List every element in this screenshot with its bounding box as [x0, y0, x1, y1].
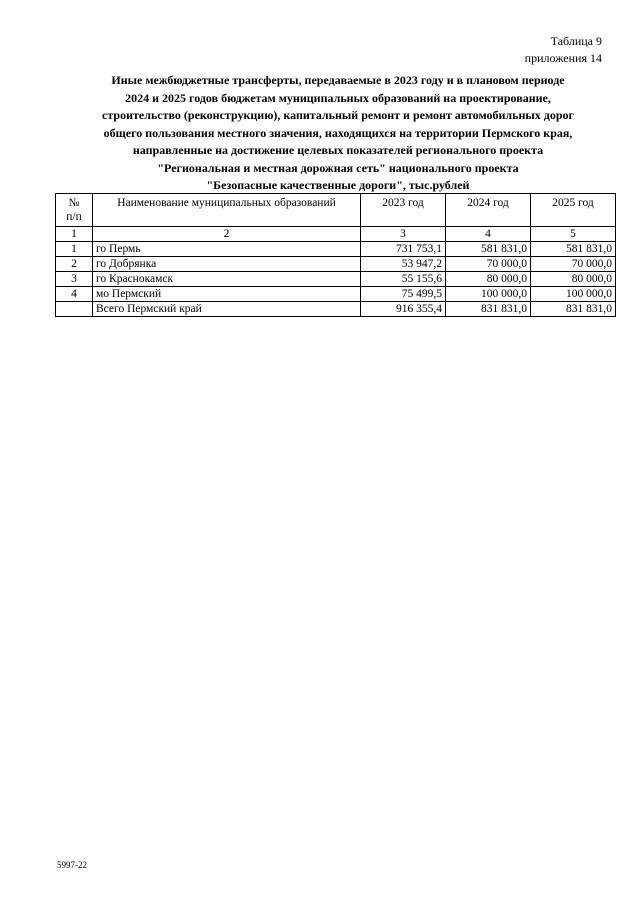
row-2024: 70 000,0: [446, 257, 531, 272]
total-2025: 831 831,0: [531, 302, 616, 317]
column-number: 1: [56, 227, 93, 242]
page-reference: [525, 33, 602, 67]
document-title: [58, 72, 618, 195]
total-row: [56, 302, 616, 317]
row-num: 3: [56, 272, 93, 287]
row-2023: 55 155,6: [361, 272, 446, 287]
row-num: 1: [56, 242, 93, 257]
row-2024: 100 000,0: [446, 287, 531, 302]
row-name: го Пермь: [93, 242, 361, 257]
row-2023: 731 753,1: [361, 242, 446, 257]
header-2025: 2025 год: [531, 194, 616, 227]
table-row: [56, 272, 616, 287]
document-code: 5997-22: [57, 860, 87, 870]
row-2024: 80 000,0: [446, 272, 531, 287]
table-row: [56, 242, 616, 257]
total-2023: 916 355,4: [361, 302, 446, 317]
row-num: 2: [56, 257, 93, 272]
row-2025: 100 000,0: [531, 287, 616, 302]
table-row: [56, 257, 616, 272]
row-name: го Краснокамск: [93, 272, 361, 287]
column-number: 4: [446, 227, 531, 242]
column-number: 2: [93, 227, 361, 242]
row-name: мо Пермский: [93, 287, 361, 302]
header-name: Наименование муниципальных образований: [93, 194, 361, 227]
table-header-row: [56, 194, 616, 227]
title-line: "Региональная и местная дорожная сеть" национального проекта: [157, 160, 519, 175]
transfers-table: [55, 193, 616, 317]
header-2024: 2024 год: [446, 194, 531, 227]
table-row: [56, 287, 616, 302]
header-num: № п/п: [56, 194, 93, 227]
column-number: 3: [361, 227, 446, 242]
row-2025: 70 000,0: [531, 257, 616, 272]
title-line: Иные межбюджетные трансферты, передаваемые в 2023 году и в плановом периоде: [111, 73, 565, 87]
column-number: 5: [531, 227, 616, 242]
header-2023: 2023 год: [361, 194, 446, 227]
title-line: направленные на достижение целевых показателей регионального проекта: [132, 143, 544, 157]
row-2023: 53 947,2: [361, 257, 446, 272]
row-2024: 581 831,0: [446, 242, 531, 257]
row-2023: 75 499,5: [361, 287, 446, 302]
title-line: "Безопасные качественные дороги", тыс.рублей: [206, 178, 470, 192]
total-name: Всего Пермский край: [93, 302, 361, 317]
title-line: общего пользования местного значения, находящихся на территории Пермского края,: [103, 125, 573, 140]
row-2025: 581 831,0: [531, 242, 616, 257]
title-line: строительство (реконструкцию), капитальный ремонт и ремонт автомобильных дорог: [102, 108, 574, 122]
total-2024: 831 831,0: [446, 302, 531, 317]
column-numbers-row: [56, 227, 616, 242]
row-num: 4: [56, 287, 93, 302]
appendix-label: приложения 14: [524, 51, 602, 65]
total-num: [56, 302, 93, 317]
row-2025: 80 000,0: [531, 272, 616, 287]
title-line: 2024 и 2025 годов бюджетам муниципальных образований на проектирование,: [125, 90, 551, 105]
row-name: го Добрянка: [93, 257, 361, 272]
table-number-label: Таблица 9: [550, 34, 602, 48]
